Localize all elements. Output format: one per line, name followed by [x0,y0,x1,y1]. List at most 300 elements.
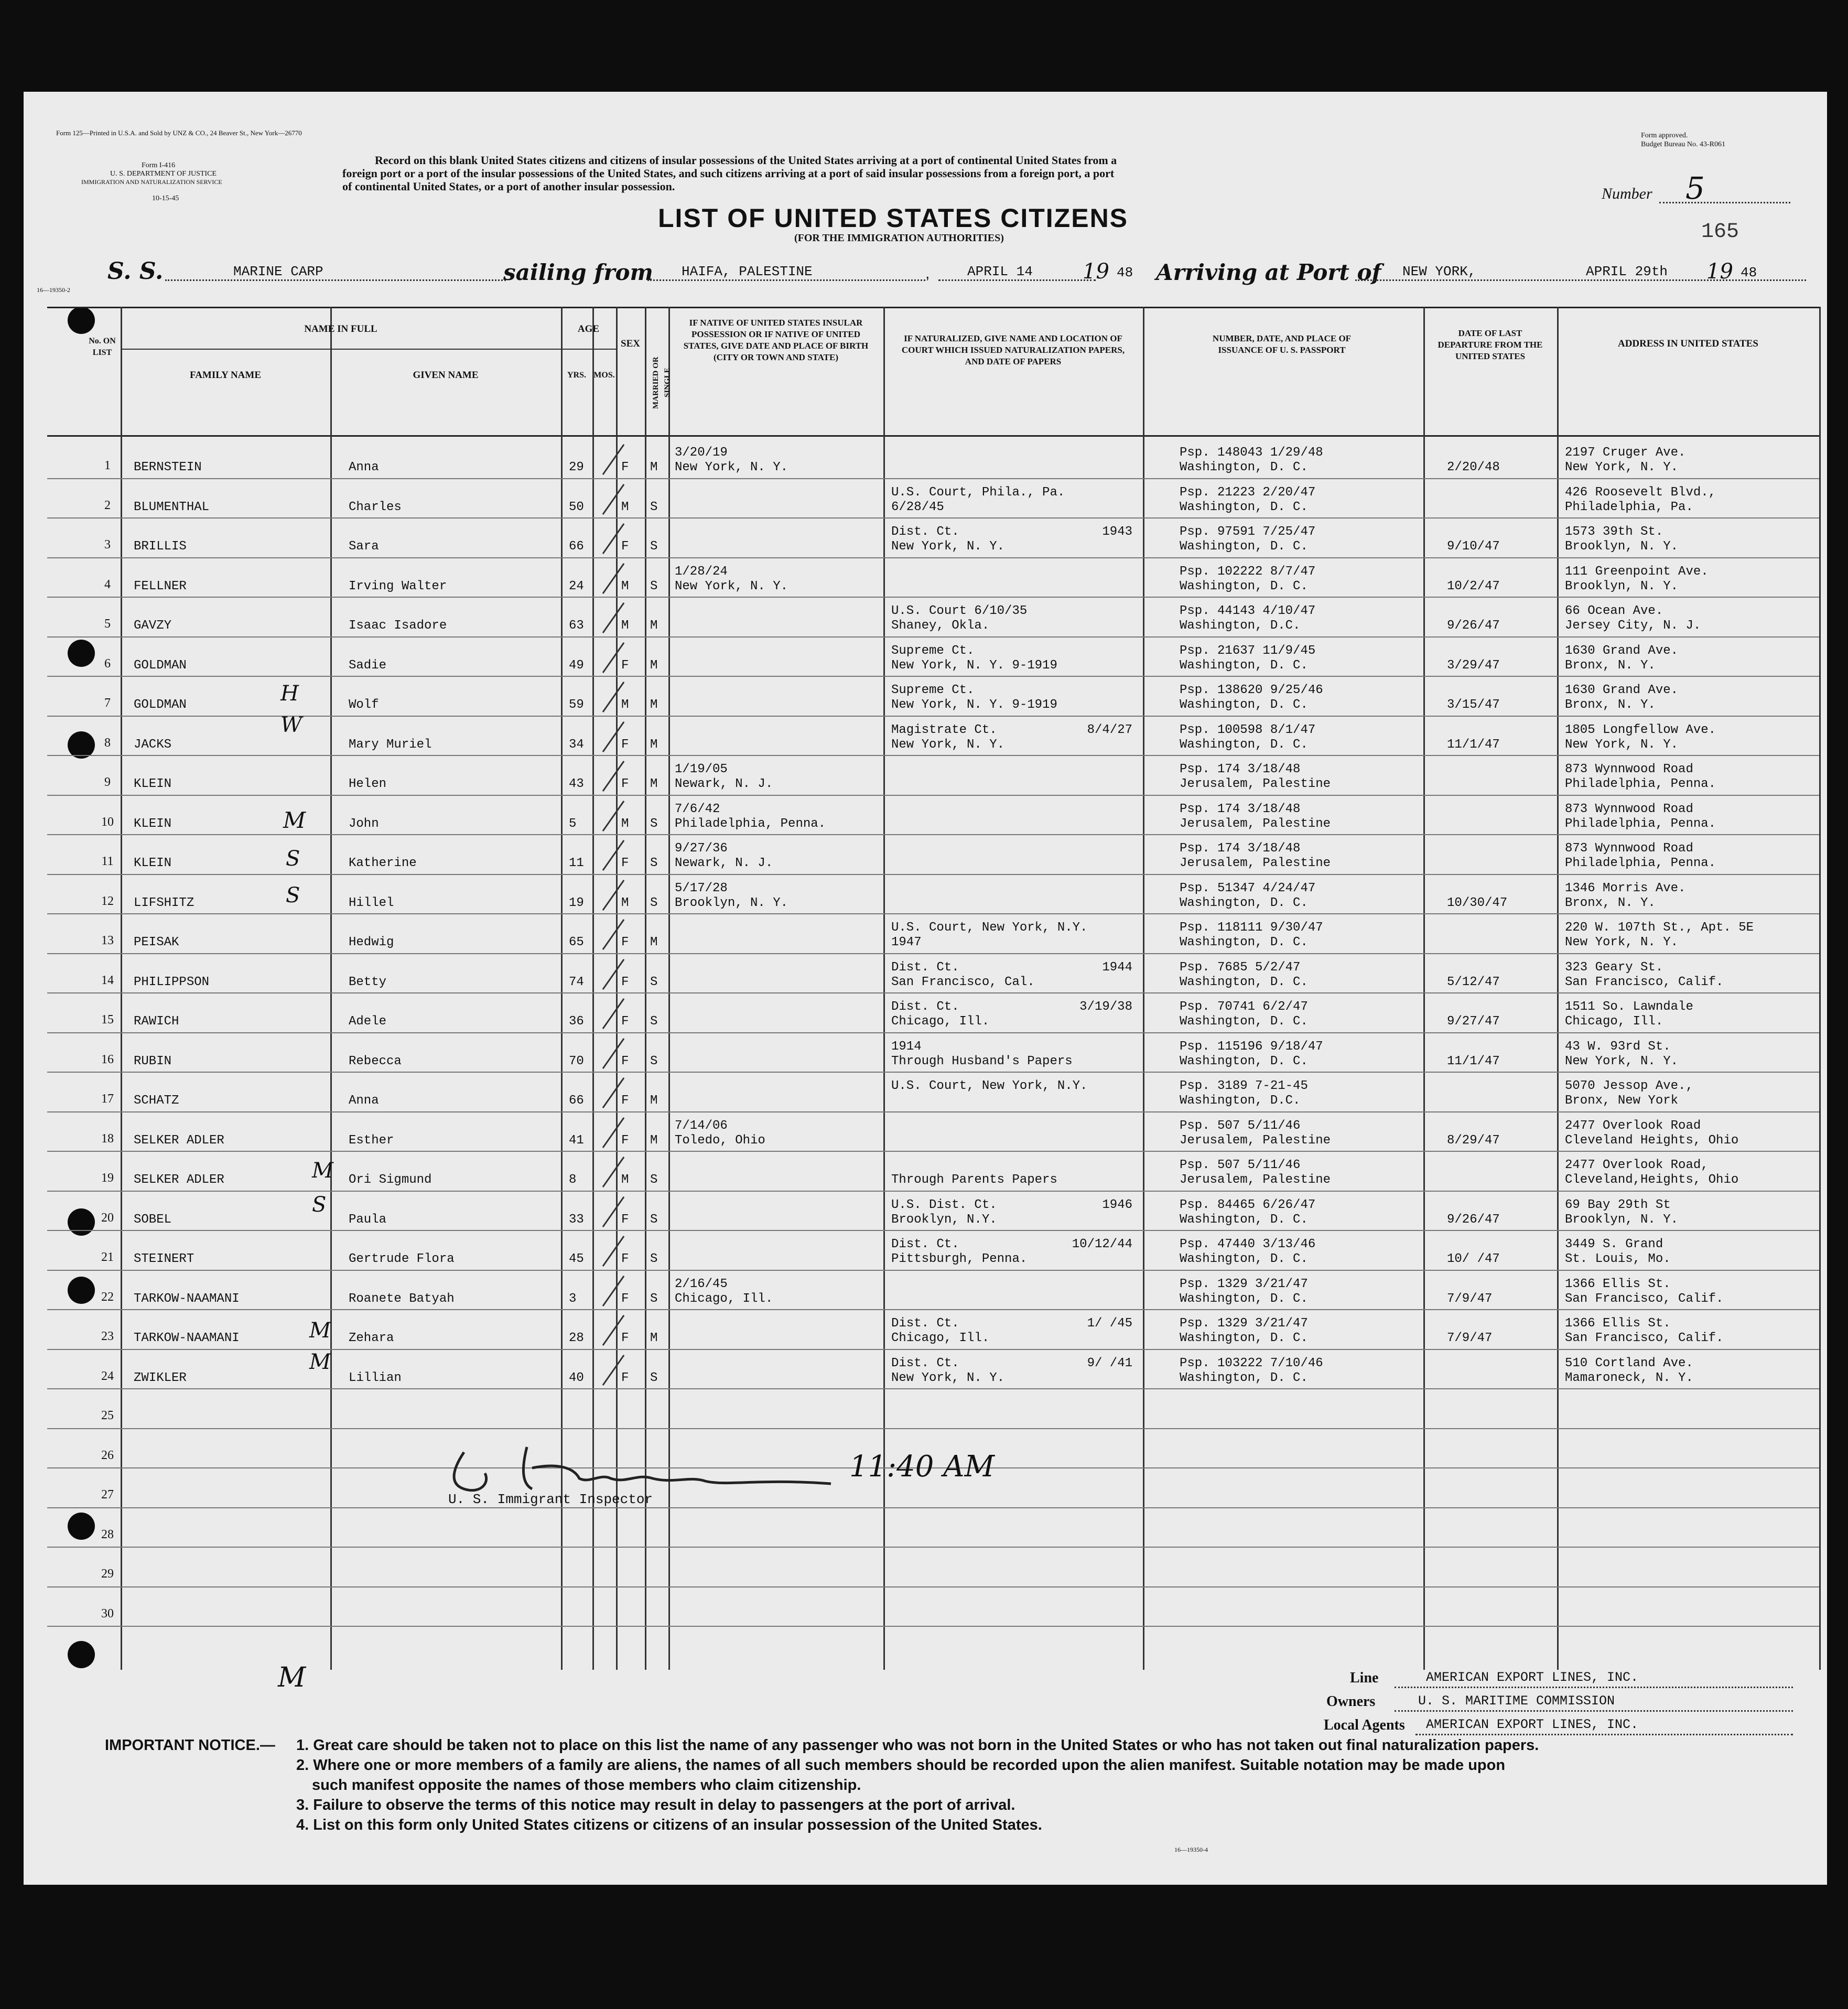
sex: F [621,1014,629,1029]
marital-status: M [650,619,658,633]
sex: F [621,1370,629,1385]
naturalization-court: U.S. Court, New York, N.Y. [891,921,1088,935]
passport-number-date: Psp. 118111 9/30/47 [1180,921,1323,935]
last-departure-date: 9/27/47 [1447,1014,1500,1029]
given-name: Hedwig [349,935,394,949]
naturalization-court: U.S. Dist. Ct. [891,1197,997,1212]
manifest-sheet: Form 125—Printed in U.S.A. and Sold by UNZ & CO., 24 Beaver St., New York—26770 Form I-416 U. S. DEPARTMENT OF JUSTICE IMMIGRATION AND NATURALIZATION SERVICE 10-15-45 Record on this blank United States citizens and citizens of insular possessions of the United States arriving at a port of continental United States from a foreign port or a port of the insular possessions of the United States, and such citizens arriving at a port of said insular possessions from a foreign port, a port of continental United States, or a port of another insular possession. Form approved. Budget Bureau No. 43-R061 LIST OF UNITED STATES CITIZENS (FOR THE IMMIGRATION AUTHORITIES) Number 5 165 16—19350-2 S. S. MARINE CARP sailing from HAIFA, PALESTINE , APRIL 14 19 48 Arriving at Port of NEW YORK, APRIL 29th 19 48 No. ON LIST NAME IN FULL FAMILY NAME GIVEN NAME AGE YRS. MOS. SEX MARRIED OR SINGLE IF NATIVE OF UNITED STATES INSULAR POSSESSION OR IF NATIVE OF UNITED STATES, GIVE DATE AND PLACE OF BIRTH (CITY OR TOWN AND STATE) IF NATURALIZED, GIVE NAME AND LOCATION OF COURT WHICH ISSUED NATURALIZATION PAPERS, AND DATE OF PAPERS NUMBER, DATE, AND PLACE OF ISSUANCE OF U. S. PASSPORT DATE OF LAST DEPARTURE FROM THE UNITED STATES ADDRESS IN UNITED STATES 1 BERNSTEIN Anna 29 F M 3/20/19 New York, N. Y. Psp. 148043 1/29/48 Washington, D. C. 2/20/48 2197 Cruger Ave. New York, N. Y. 2 BLUMENTHAL Charles 50 M S U.S. Court, Phila., Pa. 6/28/45 Psp. 21223 2/20/47 Washington, D. C. 426 Roosevelt Blvd., Philadelphia, Pa. 3 BRILLIS Sara 66 F S Dist. Ct. New York, N. Y. 1943 Psp. 97591 7/25/47 Washington, D. C. 9/10/47 1573 39th St. Brooklyn, N. Y. 4 FELLNER Irving Walter 24 M S 1/28/24 New York, N. Y. Psp. 102222 8/7/47 Washington, D. C. 10/2/47 111 Greenpoint Ave. Brooklyn, N. Y. 5 GAVZY Isaac Isadore 63 M M U.S. Court 6/10/35 Shaney, Okla. Psp. 44143 4/10/47 Washington, D.C. 9/26/47 66 Ocean Ave. Jersey City, N. J. 6 GOLDMAN Sadie 49 F M Supreme Ct. New York, N. Y. 9-1919 Psp. 21637 11/9/45 Washington, D. C. 3/29/47 1630 Grand Ave. Bronx, N. Y. 7 GOLDMAN Wolf 59 M M Supreme Ct. New York, N. Y. 9-1919 Psp. 138620 9/25/46 Washington, D. C. 3/15/47 1630 Grand Ave. Bronx, N. Y. 8 JACKS Mary Muriel 34 F M Magistrate Ct. New York, N. Y. 8/4/27 Psp. 100598 8/1/47 Washington, D. C. 11/1/47 1805 Longfellow Ave. New York, N. Y. 9 KLEIN Helen 43 F M 1/19/05 Newark, N. J. Psp. 174 3/18/48 Jerusalem, Palestine 873 Wynnwood Road Philadelphia, Penna. 10 KLEIN John 5 M S 7/6/42 Philadelphia, Penna. Psp. 174 3/18/48 Jerusalem, Palestine 873 Wynnwood Road Philadelphia, Penna. 11 KLEIN Katherine 11 F S 9/27/36 Newark, N. J. Psp. 174 3/18/48 Jerusalem, Palestine 873 Wynnwood Road Philadelphia, Penna. 12 LIFSHITZ Hillel 19 M S 5/17/28 Brooklyn, N. Y. Psp. 51347 4/24/47 Washington, D. C. 10/30/47 1346 Morris Ave. Bronx, N. Y. 13 PEISAK Hedwig 65 F M U.S. Court, New York, N.Y. 1947 Psp. 118111 9/30/47 Washington, D. C. 220 W. 107th St., Apt. 5E New York, N. Y. 14 PHILIPPSON Betty 74 F S Dist. Ct. San Francisco, Cal. 1944 Psp. 7685 5/2/47 Washington, D. C. 5/12/47 323 Geary St. San Francisco, Calif. 15 RAWICH Adele 36 F S Dist. Ct. Chicago, Ill. 3/19/38 Psp. 70741 6/2/47 Washington, D. C. 9/27/47 1511 So. Lawndale Chicago, Ill. 16 RUBIN Rebecca 70 F S 1914 Through Husband's Papers Psp. 115196 9/18/47 Washington, D. C. 11/1/47 43 W. 93rd St. New York, N. Y. 17 SCHATZ Anna 66 F M U.S. Court, New York, N.Y. Psp. 3189 7-21-45 Washington, D.C. 5070 Jessop Ave., Bronx, New York 18 SELKER ADLER Esther 41 F M 7/14/06 Toledo, Ohio Psp. 507 5/11/46 Jerusalem, Palestine 8/29/47 2477 Overlook Road Cleveland Heights, Ohio 19 SELKER ADLER Ori Sigmund 8 M S Through Parents Papers Psp. 507 5/11/46 Jerusalem, Palestine 2477 Overlook Road, Cleveland,Heights, Ohio 20 SOBEL Paula 33 F S U.S. Dist. Ct. Brooklyn, N.Y. 1946 Psp. 84465 6/26/47 Washington, D. C. 9/26/47 69 Bay 29th St Brooklyn, N. Y. 21 STEINERT Gertrude Flora 45 F S Dist. Ct. Pittsburgh, Penna. 10/12/44 Psp. 47440 3/13/46 Washington, D. C. 10/ /47 3449 S. Grand St. Louis, Mo. 22 TARKOW-NAAMANI Roanete Batyah 3 F S 2/16/45 Chicago, Ill. Psp. 1329 3/21/47 Washington, D. C. 7/9/47 1366 Ellis St. San Francisco, Calif. 23 TARKOW-NAAMANI Zehara 28 F M Dist. Ct. Chicago, Ill. 1/ /45 Psp. 1329 3/21/47 Washington, D. C. 7/9/47 1366 Ellis St. San Francisco, Calif. 24 ZWIKLER Lillian 40 F S Dist. Ct. New York, N. Y. 9/ /41 Psp. 103222 7/10/46 Washington, D. C. 510 Cortland Ave. Mamaroneck, N. Y. 25 26 27 28 29 30 H W M S S M S M M 11:40 AM U. S. Immigrant Inspector Line AMERICAN EXPORT LINES, INC. Owners U. S. MARITIME COMMISSION Local Agents AMERICAN EXPORT LINES, INC. M IMPORTANT NOTICE.— 1. Great care should be taken not to place on this list the name of any passenger who was not born in the United States or who has not taken out final naturalization papers. 2. Where one or more members of a family are aliens, the names of all such members should be recorded upon the alien manifest. Suitable notation may be made upon such manifest opposite the names of those members who claim citizenship. 3. Failure to observe the terms of this notice may result in delay to passengers at the port of arrival. 4. List on this form only United States citizens or citizens of an insular possession of the United States. 16—19350-4 [24,92,1827,1885]
sex: F [621,777,629,791]
row-rule [47,1191,1819,1192]
row-number: 7 [104,696,111,710]
last-departure-date: 3/15/47 [1447,698,1500,712]
naturalization-location: 1947 [891,935,922,949]
given-name: Helen [349,777,387,791]
given-name: Roanete Batyah [349,1291,455,1306]
budget-bureau: Budget Bureau No. 43-R061 [1641,141,1725,148]
family-name: ZWIKLER [134,1370,187,1385]
last-departure-date: 11/1/47 [1447,1054,1500,1068]
address-street: 873 Wynnwood Road [1565,802,1693,816]
address-city: Philadelphia, Pa. [1565,500,1693,514]
row-rule [47,1230,1819,1231]
row-rule [47,913,1819,914]
address-city: St. Louis, Mo. [1565,1252,1671,1266]
family-name: KLEIN [134,816,172,831]
age-years: 70 [569,1054,584,1068]
header-naturalized: IF NATURALIZED, GIVE NAME AND LOCATION OF COURT WHICH ISSUED NATURALIZATION PAPERS, AND DATE OF PAPERS [901,333,1125,366]
row-number: 16 [101,1052,114,1066]
last-departure-date: 5/12/47 [1447,975,1500,989]
line-label: Line [1350,1670,1379,1686]
owners-label: Owners [1326,1693,1376,1710]
marital-status: S [650,1054,658,1068]
last-departure-date: 7/9/47 [1447,1331,1493,1345]
naturalization-date: 1943 [1102,525,1132,539]
marital-status: M [650,737,658,752]
marital-status: S [650,1291,658,1306]
sex: F [621,1133,629,1148]
address-city: San Francisco, Calif. [1565,1331,1724,1345]
naturalization-date: 8/4/27 [1087,722,1132,737]
passport-number-date: Psp. 507 5/11/46 [1180,1158,1301,1172]
birth-place: Philadelphia, Penna. [675,816,826,831]
passport-place: Washington, D. C. [1180,1331,1308,1345]
family-name: BRILLIS [134,539,187,554]
address-street: 873 Wynnwood Road [1565,762,1693,776]
owners-value: U. S. MARITIME COMMISSION [1418,1693,1615,1709]
passport-place: Jerusalem, Palestine [1180,777,1331,791]
header-yrs: YRS. [567,371,586,380]
naturalization-location: Chicago, Ill. [891,1014,990,1029]
address-street: 873 Wynnwood Road [1565,841,1693,856]
given-name: Gertrude Flora [349,1252,455,1266]
sex: F [621,658,629,673]
naturalization-court: Dist. Ct. [891,1000,959,1014]
marital-status: M [650,1331,658,1345]
row-number: 22 [101,1290,114,1304]
row-rule [47,1309,1819,1310]
margin-note: S [286,883,300,908]
row-number: 29 [101,1567,114,1581]
notice-item-4: 4. List on this form only United States citizens or citizens of an insular possession of the United States. [296,1817,1042,1833]
address-street: 2477 Overlook Road [1565,1118,1701,1133]
row-number: 30 [101,1606,114,1621]
family-name: JACKS [134,737,172,752]
passport-place: Washington, D. C. [1180,579,1308,593]
address-city: New York, N. Y. [1565,935,1679,949]
row-number: 28 [101,1527,114,1541]
row-rule [47,1111,1819,1112]
family-name: KLEIN [134,777,172,791]
given-name: Lillian [349,1370,402,1385]
margin-note: H [280,682,299,706]
passport-number-date: Psp. 115196 9/18/47 [1180,1039,1323,1054]
family-name: LIFSHITZ [134,895,194,910]
row-number: 24 [101,1369,114,1383]
address-street: 1511 So. Lawndale [1565,1000,1693,1014]
given-name: Betty [349,975,387,989]
row-number: 1 [104,459,111,472]
sex: F [621,737,629,752]
header-sex: SEX [621,338,640,349]
inspector-signature [443,1436,841,1499]
row-rule [47,597,1819,598]
family-name: GOLDMAN [134,698,187,712]
address-city: Brooklyn, N. Y. [1565,1212,1679,1227]
last-departure-date: 3/29/47 [1447,658,1500,673]
row-rule [47,992,1819,993]
sex: M [621,579,629,593]
signature-time: 11:40 AM [849,1450,995,1484]
passport-number-date: Psp. 21637 11/9/45 [1180,643,1316,658]
birth-place: Brooklyn, N. Y. [675,895,788,910]
row-rule [47,1428,1819,1429]
given-name: Isaac Isadore [349,619,447,633]
age-years: 66 [569,539,584,554]
margin-note: M [309,1350,331,1374]
naturalization-location: New York, N. Y. 9-1919 [891,658,1057,673]
age-years: 3 [569,1291,577,1306]
address-city: New York, N. Y. [1565,460,1679,474]
header-married: MARRIED OR SINGLE [652,357,672,409]
margin-note: S [286,847,300,871]
address-street: 3449 S. Grand [1565,1237,1663,1251]
address-street: 43 W. 93rd St. [1565,1039,1671,1054]
family-name: GAVZY [134,619,172,633]
passport-number-date: Psp. 47440 3/13/46 [1180,1237,1316,1251]
birth-date: 1/19/05 [675,762,728,776]
last-departure-date: 10/2/47 [1447,579,1500,593]
header-no: No. ON LIST [89,337,116,357]
address-street: 5070 Jessop Ave., [1565,1079,1693,1093]
address-street: 111 Greenpoint Ave. [1565,564,1709,579]
instruction-line-3: of continental United States, or a port of another insular possession. [342,180,675,193]
arrival-year-prefix: 19 [1706,260,1733,284]
passport-place: Washington, D. C. [1180,1014,1308,1029]
form-date: 10-15-45 [152,195,179,202]
address-city: Brooklyn, N. Y. [1565,539,1679,554]
family-name: RAWICH [134,1014,179,1029]
marital-status: S [650,1370,658,1385]
address-street: 1346 Morris Ave. [1565,881,1686,895]
last-departure-date: 2/20/48 [1447,460,1500,474]
row-rule [47,517,1819,519]
marital-status: S [650,1173,658,1187]
passport-number-date: Psp. 102222 8/7/47 [1180,564,1316,579]
birth-date: 3/20/19 [675,446,728,460]
header-age: AGE [577,323,600,334]
address-city: San Francisco, Calif. [1565,1291,1724,1306]
naturalization-date: 9/ /41 [1087,1356,1132,1370]
row-number: 11 [101,855,114,868]
row-number: 21 [101,1250,114,1264]
address-street: 426 Roosevelt Blvd., [1565,485,1716,500]
given-name: Charles [349,500,402,514]
row-number: 4 [104,577,111,591]
margin-note: M [312,1159,333,1183]
arrival-date: APRIL 29th [1586,264,1668,279]
naturalization-location: Through Husband's Papers [891,1054,1073,1068]
naturalization-court: Dist. Ct. [891,1356,959,1370]
birth-date: 1/28/24 [675,564,728,579]
row-number: 9 [104,775,111,789]
row-rule [47,478,1819,479]
marital-status: S [650,500,658,514]
naturalization-location: Brooklyn, N.Y. [891,1212,997,1227]
naturalization-location: New York, N. Y. [891,737,1005,752]
instruction-line-1: Record on this blank United States citizens and citizens of insular possessions of the United States arriving at a port of continental United States from a [375,154,1117,167]
age-years: 33 [569,1212,584,1227]
birth-place: Newark, N. J. [675,777,773,791]
naturalization-location: Chicago, Ill. [891,1331,990,1345]
age-years: 28 [569,1331,584,1345]
address-street: 2197 Cruger Ave. [1565,446,1686,460]
sex: M [621,619,629,633]
marital-status: S [650,895,658,910]
passport-number-date: Psp. 97591 7/25/47 [1180,525,1316,539]
naturalization-court: Dist. Ct. [891,525,959,539]
passport-place: Washington, D. C. [1180,698,1308,712]
address-city: New York, N. Y. [1565,737,1679,752]
number-value: 5 [1685,170,1705,206]
row-number: 14 [101,973,114,987]
passport-place: Jerusalem, Palestine [1180,856,1331,870]
age-years: 50 [569,500,584,514]
address-city: San Francisco, Calif. [1565,975,1724,989]
naturalization-court: U.S. Court, Phila., Pa. [891,485,1065,500]
margin-note: M [283,807,306,833]
margin-note: W [280,713,302,737]
given-name: Paula [349,1212,387,1227]
ss-label: S. S. [107,258,164,285]
arrival-port: NEW YORK, [1402,264,1476,279]
passport-place: Washington, D. C. [1180,975,1308,989]
passport-number-date: Psp. 507 5/11/46 [1180,1118,1301,1133]
address-street: 220 W. 107th St., Apt. 5E [1565,921,1754,935]
form-approved: Form approved. [1641,132,1688,139]
notice-item-3: 3. Failure to observe the terms of this notice may result in delay to passengers at the port of arrival. [296,1797,1015,1813]
header-family-name: FAMILY NAME [190,370,261,381]
passport-place: Washington, D. C. [1180,658,1308,673]
number-label: Number [1602,185,1652,202]
row-rule [47,874,1819,875]
naturalization-date: 10/12/44 [1072,1237,1132,1251]
family-name: GOLDMAN [134,658,187,673]
passport-place: Washington, D. C. [1180,895,1308,910]
departure-port: HAIFA, PALESTINE [682,264,813,279]
address-city: Mamaroneck, N. Y. [1565,1370,1693,1385]
marital-status: S [650,1212,658,1227]
given-name: Wolf [349,698,379,712]
passport-place: Jerusalem, Palestine [1180,816,1331,831]
passport-place: Washington, D. C. [1180,1252,1308,1266]
address-street: 69 Bay 29th St [1565,1197,1671,1212]
given-name: Zehara [349,1331,394,1345]
address-city: Chicago, Ill. [1565,1014,1663,1029]
naturalization-location: Through Parents Papers [891,1173,1057,1187]
form-subtitle: (FOR THE IMMIGRATION AUTHORITIES) [794,232,1004,244]
address-street: 1366 Ellis St. [1565,1316,1671,1331]
margin-code-bottom: 16—19350-4 [1174,1846,1208,1853]
row-number: 27 [101,1488,114,1502]
sex: F [621,1094,629,1108]
given-name: Hillel [349,895,394,910]
naturalization-court: U.S. Court, New York, N.Y. [891,1079,1088,1093]
naturalization-date: 1944 [1102,960,1132,975]
marital-status: S [650,579,658,593]
family-name: STEINERT [134,1252,194,1266]
number-underline [1659,202,1790,203]
address-street: 1366 Ellis St. [1565,1277,1671,1291]
family-name: BLUMENTHAL [134,500,210,514]
naturalization-court: 1914 [891,1039,922,1054]
passport-number-date: Psp. 1329 3/21/47 [1180,1316,1308,1331]
marital-status: S [650,539,658,554]
passport-place: Washington, D. C. [1180,935,1308,949]
passport-number-date: Psp. 44143 4/10/47 [1180,604,1316,618]
row-rule [47,1072,1819,1073]
family-name: SELKER ADLER [134,1173,224,1187]
passport-place: Jerusalem, Palestine [1180,1133,1331,1148]
row-number: 5 [104,617,111,631]
address-city: Bronx, N. Y. [1565,698,1656,712]
birth-date: 2/16/45 [675,1277,728,1291]
naturalization-location: New York, N. Y. [891,539,1005,554]
passport-number-date: Psp. 174 3/18/48 [1180,762,1301,776]
form-title: LIST OF UNITED STATES CITIZENS [658,203,1129,233]
last-departure-date: 9/26/47 [1447,1212,1500,1227]
row-number: 26 [101,1448,114,1462]
naturalization-location: New York, N. Y. [891,1370,1005,1385]
row-number: 13 [101,934,114,947]
family-name: TARKOW-NAAMANI [134,1291,240,1306]
address-street: 1573 39th St. [1565,525,1663,539]
sailing-from-label: sailing from [503,260,653,285]
address-street: 1805 Longfellow Ave. [1565,722,1716,737]
instruction-line-2: foreign port or a port of the insular possessions of the United States, and such citizens arriving at a port of said insular possessions from a foreign port, a port [342,167,1115,180]
arriving-label: Arriving at Port of [1156,260,1381,285]
address-city: Jersey City, N. J. [1565,619,1701,633]
passport-place: Washington, D. C. [1180,1054,1308,1068]
row-rule [47,636,1819,638]
row-rule [47,1547,1819,1548]
department: U. S. DEPARTMENT OF JUSTICE [110,170,217,178]
marital-status: M [650,1133,658,1148]
row-number: 10 [101,815,114,829]
sex: F [621,1291,629,1306]
age-years: 24 [569,579,584,593]
sex: F [621,1331,629,1345]
last-departure-date: 9/10/47 [1447,539,1500,554]
given-name: John [349,816,379,831]
row-rule [47,676,1819,677]
age-years: 40 [569,1370,584,1385]
row-number: 25 [101,1409,114,1422]
naturalization-location: New York, N. Y. 9-1919 [891,698,1057,712]
age-years: 29 [569,460,584,474]
header-passport: NUMBER, DATE, AND PLACE OF ISSUANCE OF U. S. PASSPORT [1212,333,1352,355]
notice-item-2b: such manifest opposite the names of those members who claim citizenship. [312,1777,861,1794]
age-years: 8 [569,1173,577,1187]
naturalization-court: Dist. Ct. [891,1316,959,1331]
departure-date: APRIL 14 [967,264,1033,279]
passport-number-date: Psp. 174 3/18/48 [1180,802,1301,816]
family-name: RUBIN [134,1054,172,1068]
inspector-label: U. S. Immigrant Inspector [448,1492,653,1507]
age-years: 11 [569,856,584,870]
header-native: IF NATIVE OF UNITED STATES INSULAR POSSESSION OR IF NATIVE OF UNITED STATES, GIVE DATE AND PLACE OF BIRTH (CITY OR TOWN AND STATE) [683,318,869,362]
address-city: Philadelphia, Penna. [1565,816,1716,831]
footer-initials: M [278,1662,306,1693]
sex: M [621,816,629,831]
address-street: 1630 Grand Ave. [1565,683,1679,697]
notice-item-2: 2. Where one or more members of a family are aliens, the names of all such members should be recorded upon the alien manifest. Suitable notation may be made upon [296,1757,1506,1774]
marital-status: S [650,816,658,831]
naturalization-court: Dist. Ct. [891,960,959,975]
passport-place: Washington, D. C. [1180,737,1308,752]
row-number: 12 [101,894,114,908]
stamp-number: 165 [1701,220,1739,244]
marital-status: M [650,460,658,474]
passport-place: Jerusalem, Palestine [1180,1173,1331,1187]
age-years: 59 [569,698,584,712]
row-rule [47,1626,1819,1627]
departure-year: 48 [1117,265,1133,280]
birth-place: New York, N. Y. [675,460,788,474]
given-name: Adele [349,1014,387,1029]
naturalization-court: U.S. Court 6/10/35 [891,604,1028,618]
naturalization-court: Dist. Ct. [891,1237,959,1251]
header-name-in-full: NAME IN FULL [304,323,377,334]
agents-label: Local Agents [1324,1717,1405,1733]
given-name: Mary Muriel [349,737,432,752]
sex: F [621,1252,629,1266]
naturalization-location: San Francisco, Cal. [891,975,1035,989]
marital-status: M [650,1094,658,1108]
passport-number-date: Psp. 138620 9/25/46 [1180,683,1323,697]
family-name: PEISAK [134,935,179,949]
passport-place: Washington, D. C. [1180,1212,1308,1227]
given-name: Esther [349,1133,394,1148]
age-years: 19 [569,895,584,910]
given-name: Rebecca [349,1054,402,1068]
naturalization-date: 1/ /45 [1087,1316,1132,1331]
row-rule [47,1151,1819,1152]
header-mos: MOS. [593,371,615,380]
sex: F [621,975,629,989]
notice-title: IMPORTANT NOTICE.— [105,1737,275,1754]
row-rule [47,1032,1819,1033]
naturalization-date: 1946 [1102,1197,1132,1212]
naturalization-court: Supreme Ct. [891,683,975,697]
marital-status: M [650,777,658,791]
naturalization-date: 3/19/38 [1079,1000,1132,1014]
sex: F [621,856,629,870]
agents-value: AMERICAN EXPORT LINES, INC. [1426,1717,1639,1732]
passport-number-date: Psp. 7685 5/2/47 [1180,960,1301,975]
family-name: SCHATZ [134,1094,179,1108]
given-name: Katherine [349,856,417,870]
margin-code-top: 16—19350-2 [37,286,70,294]
birth-date: 7/14/06 [675,1118,728,1133]
age-years: 63 [569,619,584,633]
passport-number-date: Psp. 148043 1/29/48 [1180,446,1323,460]
row-rule [47,1586,1819,1587]
birth-place: Toledo, Ohio [675,1133,765,1148]
naturalization-location: Pittsburgh, Penna. [891,1252,1028,1266]
family-name: SOBEL [134,1212,172,1227]
sex: F [621,460,629,474]
header-given-name: GIVEN NAME [413,370,479,381]
